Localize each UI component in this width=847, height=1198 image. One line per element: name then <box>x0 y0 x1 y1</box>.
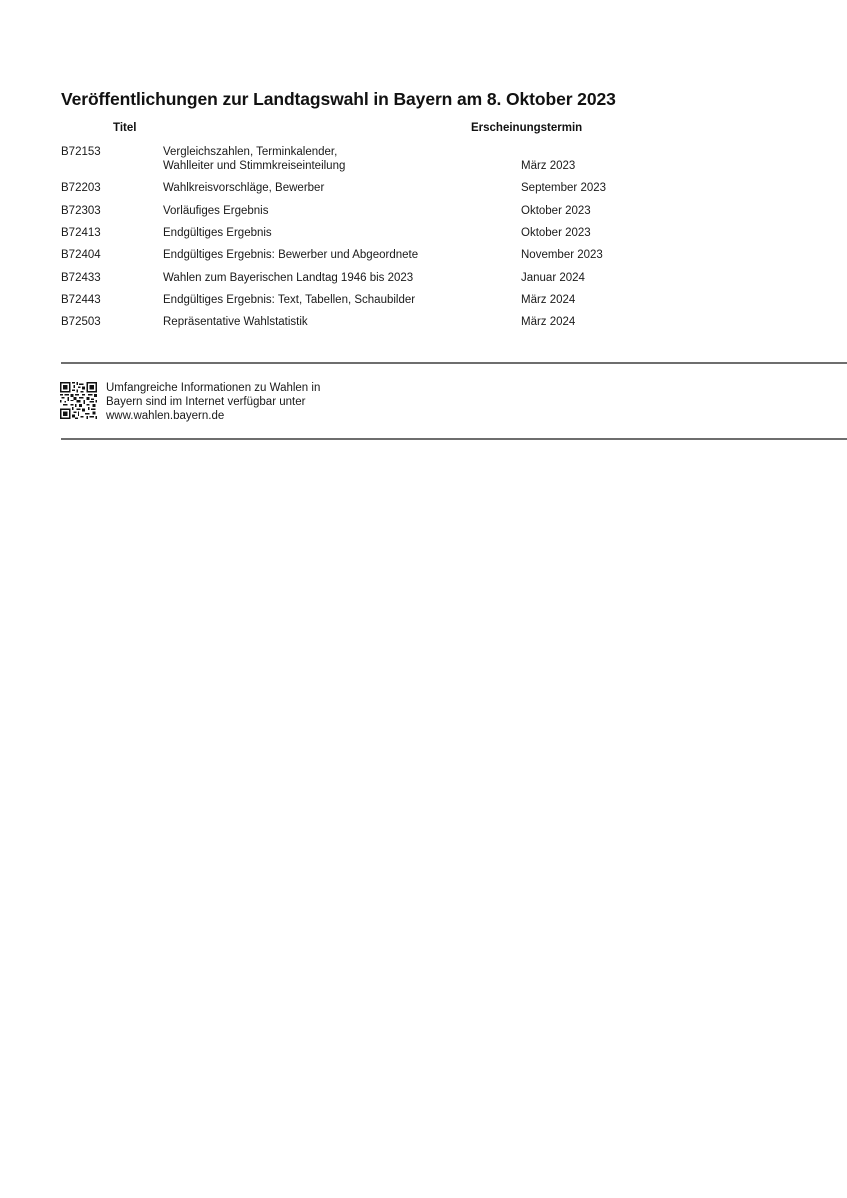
publication-code: B72433 <box>61 272 101 284</box>
column-header-titel: Titel <box>113 122 137 134</box>
website-link[interactable]: www.wahlen.bayern.de <box>106 410 225 422</box>
publication-code: B72413 <box>61 227 101 239</box>
publication-code: B72503 <box>61 316 101 328</box>
page-title: Veröffentlichungen zur Landtagswahl in Bayern am 8. Oktober 2023 <box>61 89 616 109</box>
publication-code: B72443 <box>61 294 101 306</box>
publication-date: Oktober 2023 <box>521 227 591 239</box>
publication-title: Endgültiges Ergebnis: Text, Tabellen, Schaubilder <box>163 294 416 306</box>
divider-bottom <box>61 438 847 440</box>
publication-list <box>0 0 847 340</box>
publication-date: März 2024 <box>521 294 576 306</box>
info-text <box>106 381 320 423</box>
publication-title: Wahlkreisvorschläge, Bewerber <box>163 182 325 194</box>
publication-code: B72404 <box>61 249 101 261</box>
publication-code: B72303 <box>61 205 101 217</box>
publication-code: B72203 <box>61 182 101 194</box>
info-line: Bayern sind im Internet verfügbar unter <box>106 396 306 408</box>
publication-title: Repräsentative Wahlstatistik <box>163 316 308 328</box>
publication-title: Wahlen zum Bayerischen Landtag 1946 bis 2023 <box>163 272 414 284</box>
divider-top <box>61 362 847 364</box>
info-line: Umfangreiche Informationen zu Wahlen in <box>106 382 321 394</box>
publication-title: Endgültiges Ergebnis: Bewerber und Abgeordnete <box>163 249 419 261</box>
publication-date: Oktober 2023 <box>521 205 591 217</box>
publication-date: Januar 2024 <box>521 272 585 284</box>
publication-title: Endgültiges Ergebnis <box>163 227 272 239</box>
publication-title <box>163 145 483 173</box>
publication-title: Vorläufiges Ergebnis <box>163 205 269 217</box>
publication-code: B72153 <box>61 146 101 158</box>
publication-date: März 2023 <box>521 160 576 172</box>
column-header-erscheinungstermin: Erscheinungstermin <box>471 122 583 134</box>
publication-date: November 2023 <box>521 249 603 261</box>
publication-title-line: Vergleichszahlen, Terminkalender, <box>163 146 338 158</box>
qr-code-icon[interactable] <box>60 382 97 419</box>
publication-date: März 2024 <box>521 316 576 328</box>
publication-date: September 2023 <box>521 182 607 194</box>
publication-title-line: Wahlleiter und Stimmkreiseinteilung <box>163 160 346 172</box>
